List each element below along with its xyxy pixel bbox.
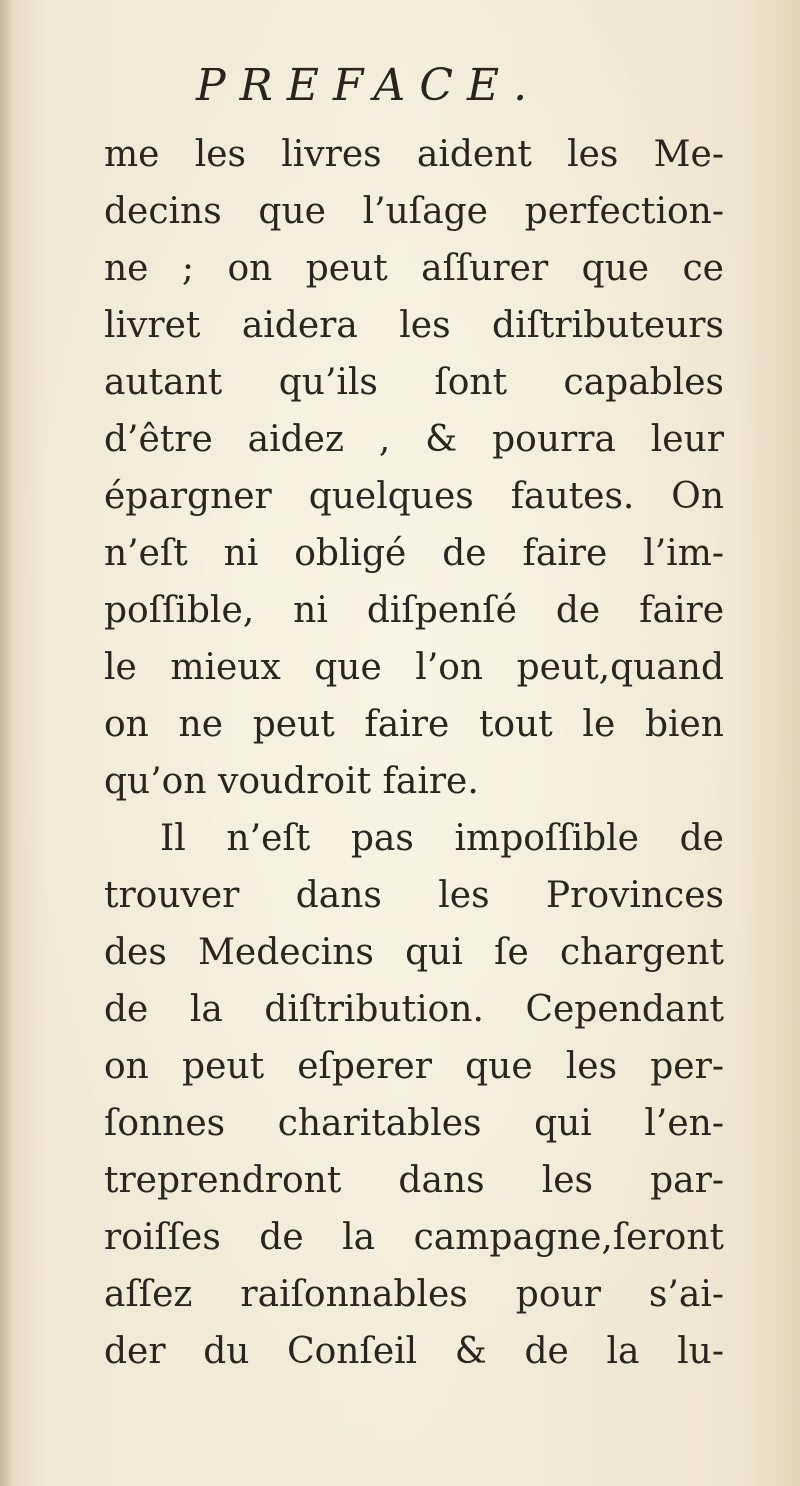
text-line: ſonnes charitables qui l’en- bbox=[104, 1103, 724, 1144]
text-line: n’eſt ni obligé de faire l’im- bbox=[104, 533, 724, 574]
text-line: Il n’eſt pas impoſſible de bbox=[160, 818, 724, 859]
spine-shadow bbox=[0, 0, 14, 1486]
text-line: me les livres aident les Me- bbox=[104, 134, 724, 175]
text-line: on ne peut faire tout le bien bbox=[104, 704, 724, 745]
text-line: treprendront dans les par- bbox=[104, 1160, 724, 1201]
text-line: autant qu’ils ſont capables bbox=[104, 362, 724, 403]
text-line: ne ; on peut aſſurer que ce bbox=[104, 248, 724, 289]
text-line: des Medecins qui ſe chargent bbox=[104, 932, 724, 973]
text-line: épargner quelques fautes. On bbox=[104, 476, 724, 517]
text-line: roiſſes de la campagne,ſeront bbox=[104, 1217, 724, 1258]
running-header: PREFACE. bbox=[196, 60, 542, 111]
text-line: on peut eſperer que les per- bbox=[104, 1046, 724, 1087]
text-line: livret aidera les diſtributeurs bbox=[104, 305, 724, 346]
text-line: le mieux que l’on peut,quand bbox=[104, 647, 724, 688]
body-text bbox=[104, 126, 724, 1380]
text-line: de la diſtribution. Cependant bbox=[104, 989, 724, 1030]
text-line: d’être aidez , & pourra leur bbox=[104, 419, 724, 460]
text-line: decins que l’uſage perfection- bbox=[104, 191, 724, 232]
text-line: qu’on voudroit faire. bbox=[104, 761, 479, 802]
text-line: aſſez raiſonnables pour s’ai- bbox=[104, 1274, 724, 1315]
text-line: poſſible, ni diſpenſé de faire bbox=[104, 590, 724, 631]
text-line: der du Conſeil & de la lu- bbox=[104, 1331, 724, 1372]
text-line: trouver dans les Provinces bbox=[104, 875, 724, 916]
